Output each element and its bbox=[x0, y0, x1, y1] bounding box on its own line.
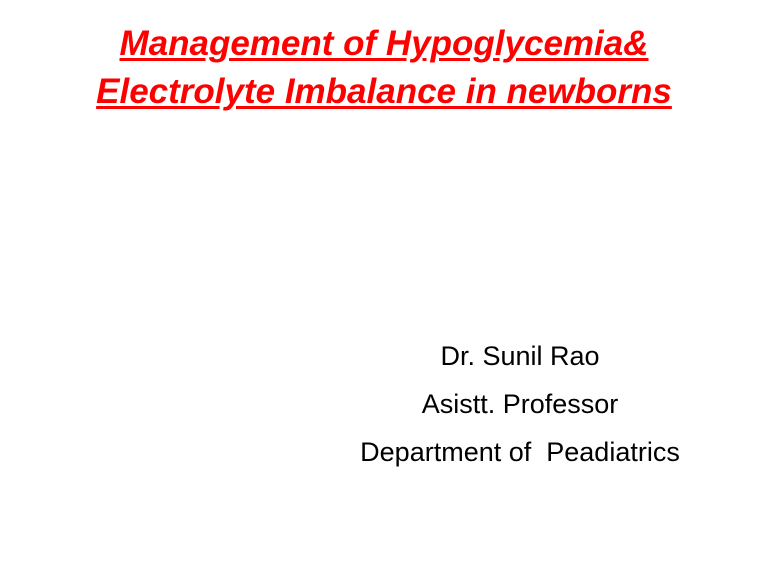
author-position: Asistt. Professor bbox=[421, 389, 619, 419]
author-department: Department of Peadiatrics bbox=[360, 437, 680, 467]
author-block bbox=[250, 332, 768, 476]
title-line-2: Electrolyte Imbalance in newborns bbox=[96, 72, 672, 111]
slide-title bbox=[0, 20, 768, 116]
title-line-1: Management of Hypoglycemia& bbox=[119, 24, 649, 63]
author-name: Dr. Sunil Rao bbox=[440, 341, 600, 371]
